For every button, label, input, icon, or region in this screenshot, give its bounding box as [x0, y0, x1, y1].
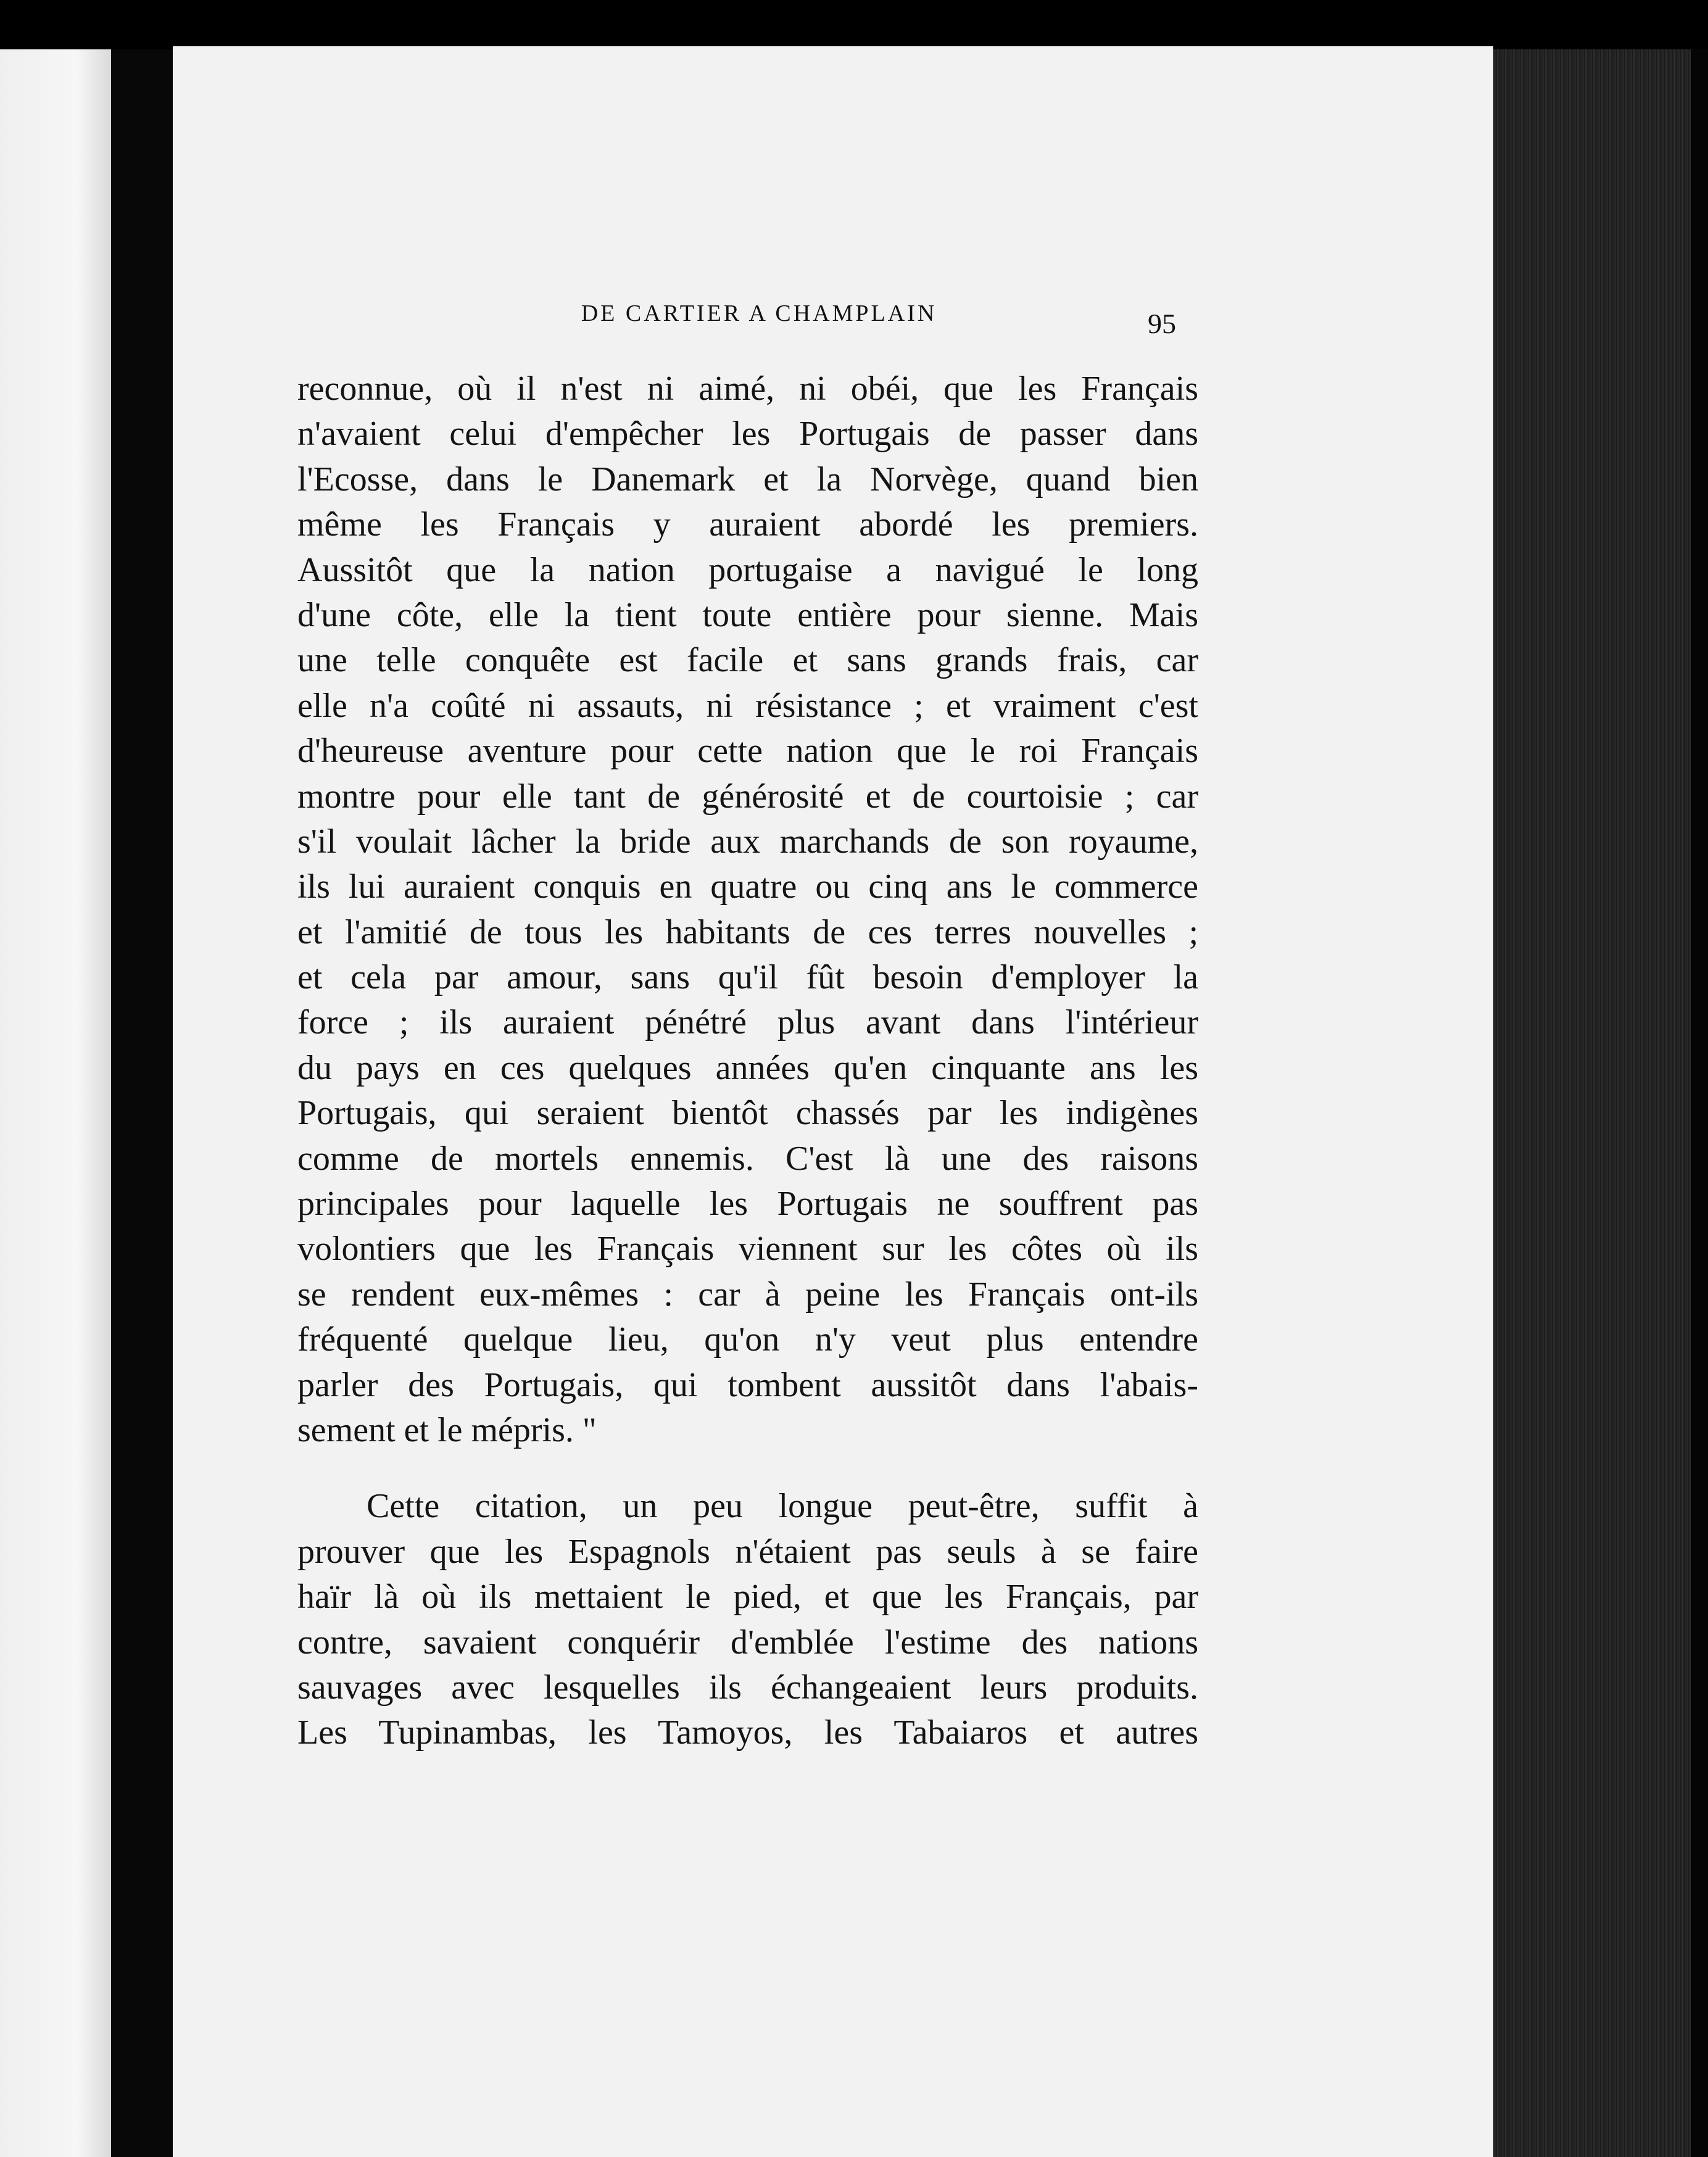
text-line: n'avaient celui d'empêcher les Portugais de passer dans: [297, 415, 1198, 453]
text-line: montre pour elle tant de générosité et de courtoisie ; car: [297, 777, 1198, 816]
text-line: et cela par amour, sans qu'il fût besoin d'employer la: [297, 958, 1198, 997]
text-line: haïr là où ils mettaient le pied, et que les Français, par: [297, 1578, 1198, 1617]
body-text: [297, 366, 1198, 1756]
text-line: du pays en ces quelques années qu'en cinquante ans les: [297, 1048, 1198, 1087]
text-line: Aussitôt que la nation portugaise a navigué le long: [297, 550, 1198, 589]
text-line: contre, savaient conquérir d'emblée l'estime des nations: [297, 1623, 1198, 1662]
text-line: l'Ecosse, dans le Danemark et la Norvège, quand bien: [297, 460, 1198, 499]
text-line: principales pour laquelle les Portugais ne souffrent pas: [297, 1185, 1198, 1223]
paragraph-commentary: [297, 1484, 1198, 1755]
text-line: force ; ils auraient pénétré plus avant dans l'intérieur: [297, 1003, 1198, 1042]
text-line: sement et le mépris. ": [297, 1410, 597, 1449]
text-line: parler des Portugais, qui tombent aussitôt dans l'abais-: [297, 1365, 1198, 1404]
text-line: même les Français y auraient abordé les premiers.: [297, 505, 1198, 544]
text-line: prouver que les Espagnols n'étaient pas seuls à se faire: [297, 1532, 1198, 1571]
running-head: DE CARTIER A CHAMPLAIN: [581, 300, 937, 326]
text-line: ils lui auraient conquis en quatre ou cinq ans le commerce: [297, 867, 1198, 906]
page-number: 95: [1148, 308, 1176, 339]
text-line: une telle conquête est facile et sans grands frais, car: [297, 641, 1198, 680]
text-line: et l'amitié de tous les habitants de ces terres nouvelles ;: [297, 913, 1198, 951]
text-line: se rendent eux-mêmes : car à peine les Français ont-ils: [297, 1275, 1198, 1314]
page-block-edge: [1493, 49, 1691, 2157]
text-line: s'il voulait lâcher la bride aux marchands de son royaume,: [297, 822, 1198, 861]
text-line: fréquenté quelque lieu, qu'on n'y veut plus entendre: [297, 1320, 1198, 1359]
text-line: comme de mortels ennemis. C'est là une des raisons: [297, 1139, 1198, 1178]
text-line: Portugais, qui seraient bientôt chassés par les indigènes: [297, 1094, 1198, 1133]
facing-page-edge: [0, 49, 111, 2157]
text-line: Cette citation, un peu longue peut-être, suffit à: [367, 1487, 1198, 1526]
scan-top-border: [0, 0, 1708, 51]
paragraph-quotation-end: [297, 366, 1198, 1453]
book-gutter: [111, 49, 173, 2157]
text-line: d'une côte, elle la tient toute entière pour sienne. Mais: [297, 595, 1198, 634]
text-line: sauvages avec lesquelles ils échangeaient leurs produits.: [297, 1668, 1198, 1707]
scan-right-border: [1691, 49, 1708, 2157]
paragraph-gap: [297, 1453, 1198, 1484]
text-line: reconnue, où il n'est ni aimé, ni obéi, que les Français: [297, 370, 1198, 408]
text-line: elle n'a coûté ni assauts, ni résistance ; et vraiment c'est: [297, 686, 1198, 725]
text-line: d'heureuse aventure pour cette nation que le roi Français: [297, 732, 1198, 771]
text-line: Les Tupinambas, les Tamoyos, les Tabaiaros et autres: [297, 1713, 1198, 1752]
text-line: volontiers que les Français viennent sur les côtes où ils: [297, 1230, 1198, 1269]
